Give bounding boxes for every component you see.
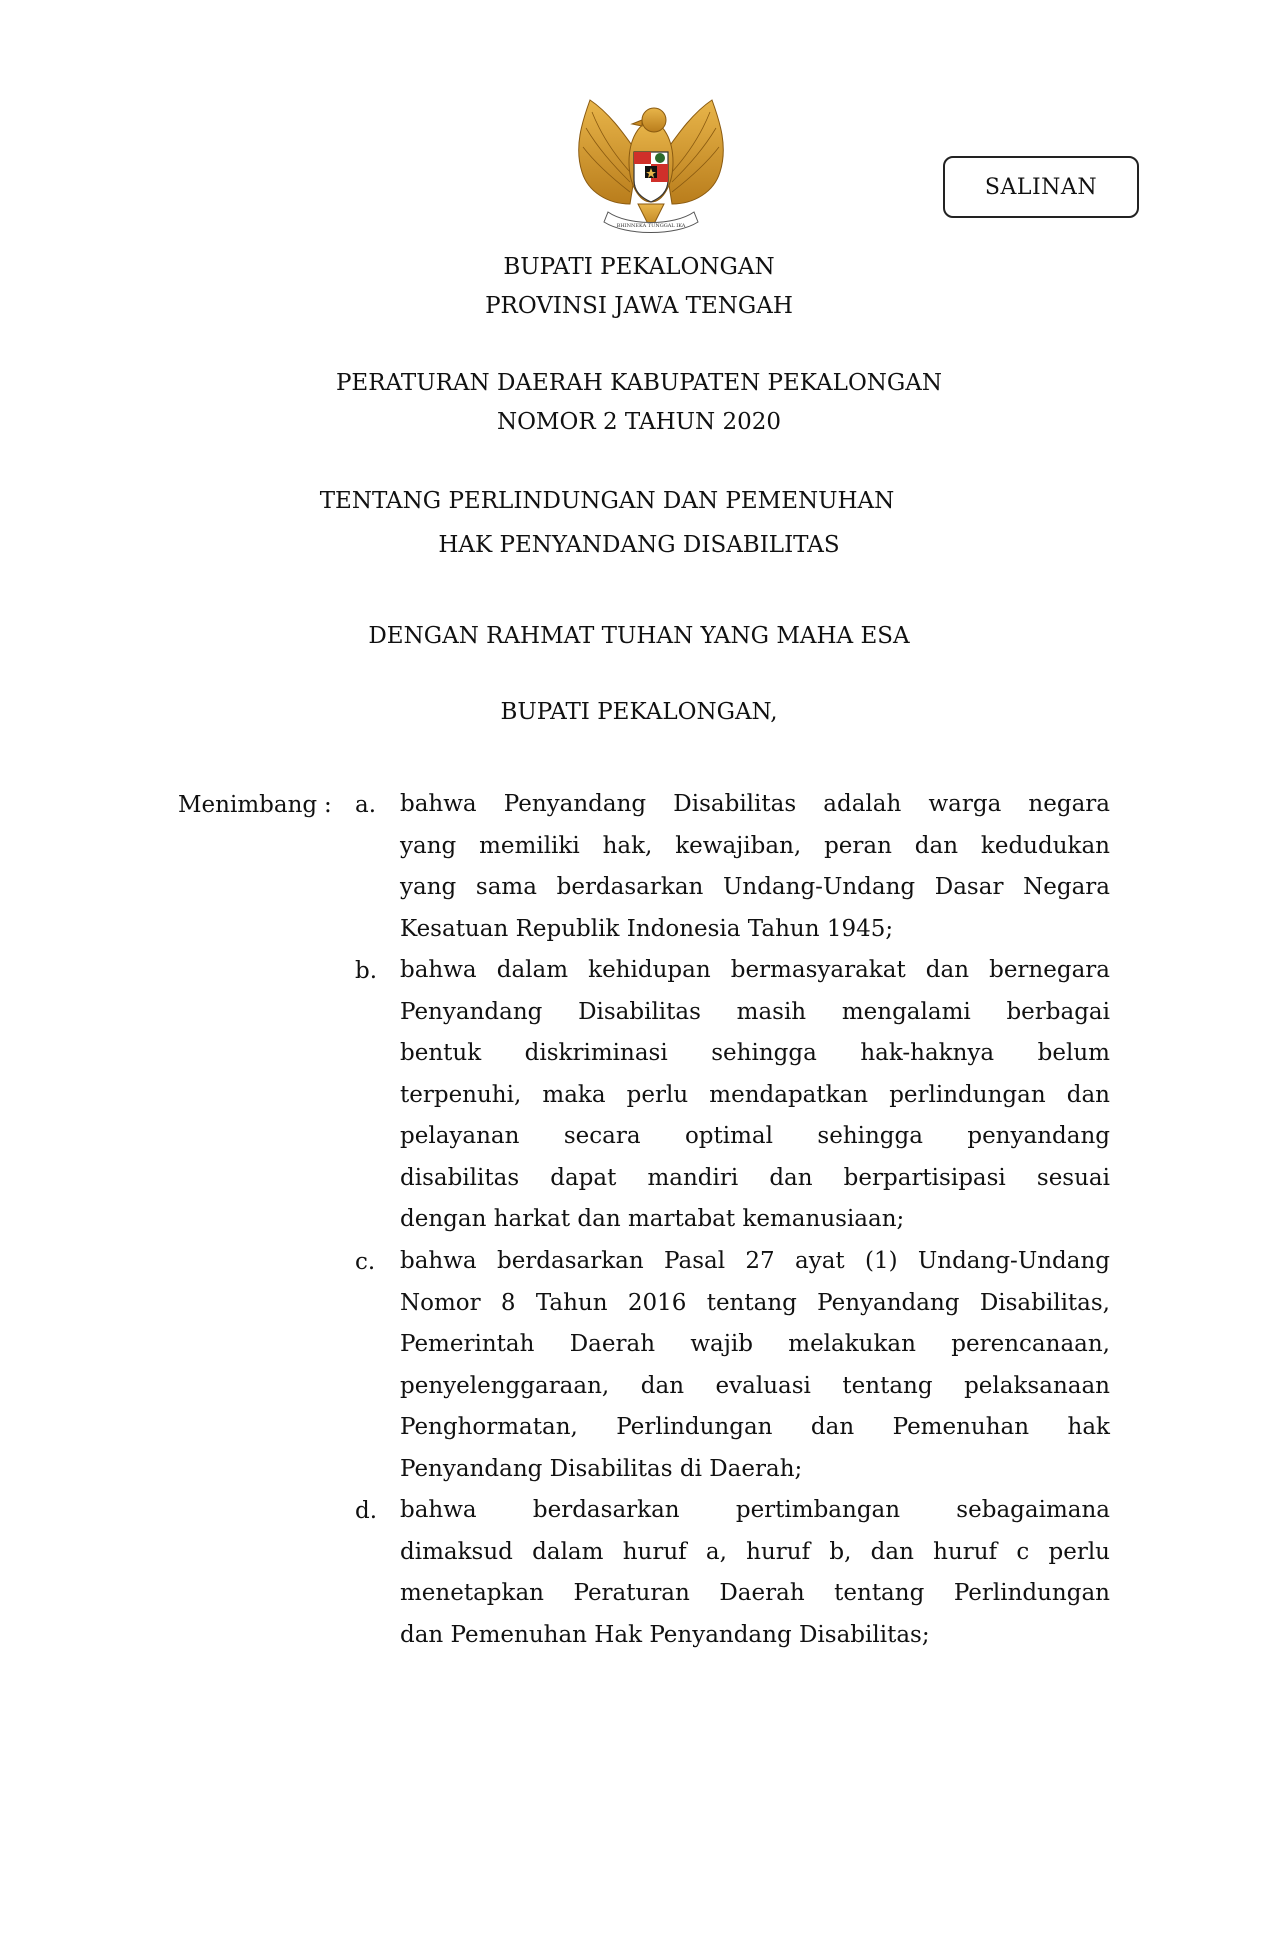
consideration-line: yang sama berdasarkan Undang-Undang Dasar Negara: [400, 874, 1110, 900]
consideration-line: terpenuhi, maka perlu mendapatkan perlindungan dan: [400, 1081, 1110, 1108]
consideration-line: Pemerintah Daerah wajib melakukan perencanaan,: [400, 1331, 1110, 1357]
garuda-emblem-icon: [568, 92, 734, 244]
consideration-line: Penyandang Disabilitas masih mengalami berbagai: [400, 998, 1110, 1025]
subject-line-1: TENTANG PERLINDUNGAN DAN PEMENUHAN: [319, 488, 895, 514]
consideration-line: bahwa Penyandang Disabilitas adalah warga negara: [400, 791, 1110, 817]
province-title: PROVINSI JAWA TENGAH: [485, 293, 793, 319]
consideration-line: dan Pemenuhan Hak Penyandang Disabilitas;: [400, 1621, 930, 1648]
consideration-line: Kesatuan Republik Indonesia Tahun 1945;: [400, 915, 894, 942]
salinan-stamp: SALINAN: [943, 156, 1139, 218]
issuer-title: BUPATI PEKALONGAN: [503, 254, 775, 280]
consideration-line: penyelenggaraan, dan evaluasi tentang pelaksanaan: [400, 1372, 1110, 1399]
consideration-letter: c.: [355, 1249, 376, 1275]
consideration-text: [400, 1490, 1110, 1656]
consideration-letter: d.: [355, 1498, 378, 1524]
regulation-title: PERATURAN DAERAH KABUPATEN PEKALONGAN: [335, 370, 943, 396]
consideration-line: Penghormatan, Perlindungan dan Pemenuhan hak: [400, 1414, 1110, 1440]
regulation-number: NOMOR 2 TAHUN 2020: [496, 409, 782, 435]
consideration-line: dengan harkat dan martabat kemanusiaan;: [400, 1206, 905, 1232]
consideration-line: disabilitas dapat mandiri dan berpartisipasi sesuai: [400, 1164, 1110, 1191]
consideration-letter: a.: [355, 792, 377, 818]
subject-line-2: HAK PENYANDANG DISABILITAS: [438, 532, 840, 558]
considerations-label: Menimbang: [178, 792, 318, 818]
consideration-line: yang memiliki hak, kewajiban, peran dan kedudukan: [400, 832, 1110, 859]
svg-text:BHINNEKA TUNGGAL IKA: BHINNEKA TUNGGAL IKA: [616, 223, 686, 229]
consideration-line: pelayanan secara optimal sehingga penyandang: [400, 1123, 1110, 1149]
consideration-line: bahwa berdasarkan Pasal 27 ayat (1) Undang-Undang: [400, 1248, 1110, 1274]
consideration-line: Nomor 8 Tahun 2016 tentang Penyandang Disabilitas,: [400, 1289, 1110, 1316]
consideration-line: menetapkan Peraturan Daerah tentang Perlindungan: [400, 1580, 1110, 1606]
considerations-colon: :: [324, 792, 332, 818]
consideration-line: Penyandang Disabilitas di Daerah;: [400, 1455, 803, 1482]
consideration-line: bahwa berdasarkan pertimbangan sebagaimana: [400, 1497, 1110, 1523]
consideration-text: [400, 1241, 1110, 1490]
consideration-text: [400, 784, 1110, 950]
consideration-line: bahwa dalam kehidupan bermasyarakat dan bernegara: [400, 957, 1110, 983]
consideration-line: bentuk diskriminasi sehingga hak-haknya belum: [400, 1040, 1110, 1066]
signatory: BUPATI PEKALONGAN,: [500, 699, 778, 725]
consideration-text: [400, 950, 1110, 1241]
invocation: DENGAN RAHMAT TUHAN YANG MAHA ESA: [368, 623, 910, 649]
consideration-line: dimaksud dalam huruf a, huruf b, dan huruf c perlu: [400, 1538, 1110, 1565]
consideration-letter: b.: [355, 958, 378, 984]
